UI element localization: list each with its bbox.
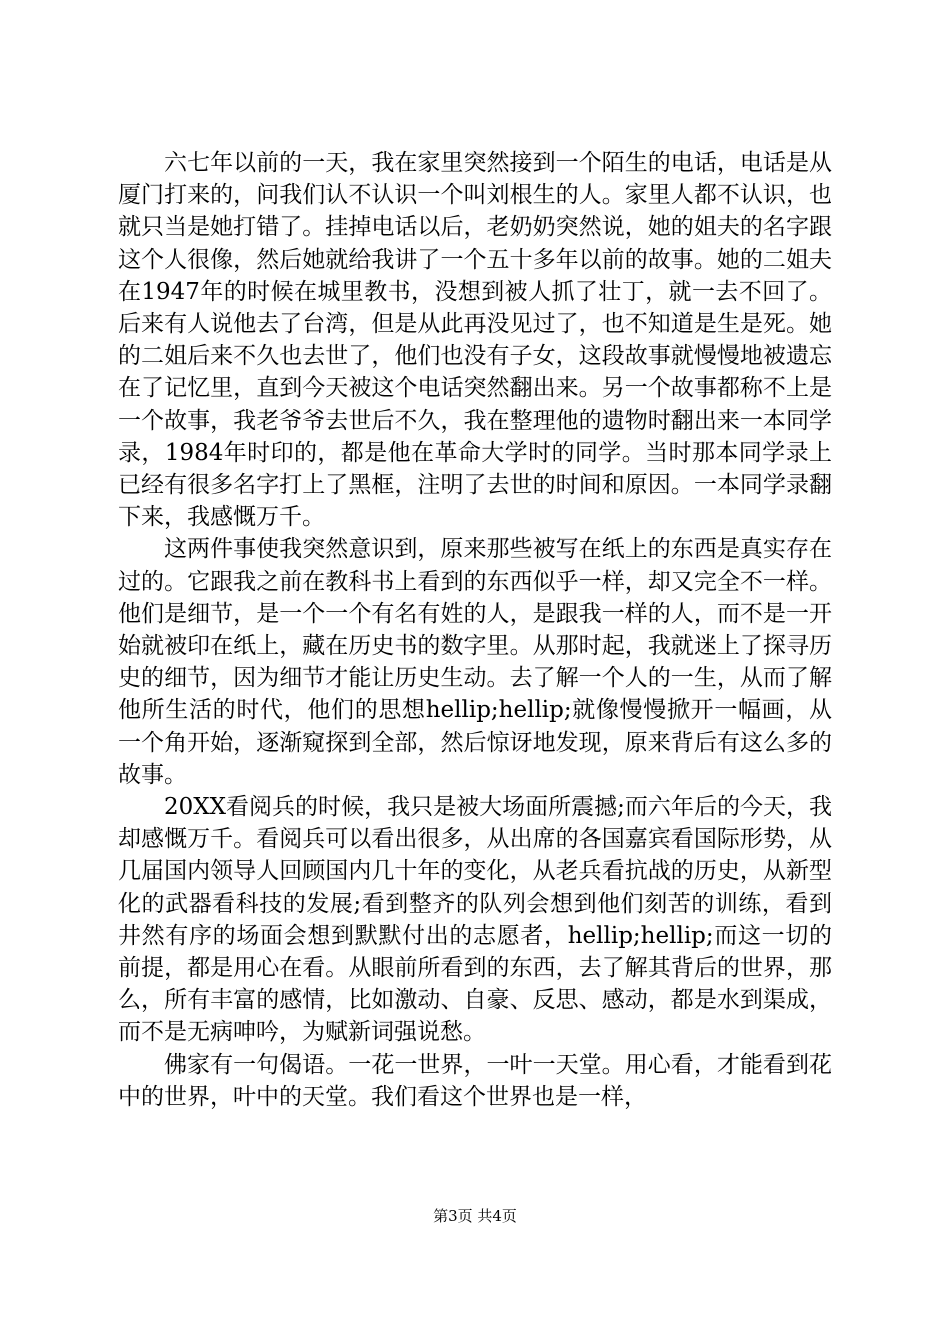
paragraph-2: 这两件事使我突然意识到，原来那些被写在纸上的东西是真实存在过的。它跟我之前在教科书上看到的东西似乎一样，却又完全不一样。他们是细节，是一个一个有名有姓的人，是跟我一样的人，而不是一开始就被印在纸上，藏在历史书的数字里。从那时起，我就迷上了探寻历史的细节，因为细节才能让历史生动。去了解一个人的一生，从而了解他所生活的时代，他们的思想hellip;hellip;就像慢慢掀开一幅画，从一个角开始，逐渐窥探到全部，然后惊讶地发现，原来背后有这么多的故事。 (118, 536, 832, 788)
body-text (118, 147, 832, 1113)
paragraph-4: 佛家有一句偈语。一花一世界，一叶一天堂。用心看，才能看到花中的世界，叶中的天堂。我们看这个世界也是一样， (118, 1051, 832, 1110)
paragraph-1: 六七年以前的一天，我在家里突然接到一个陌生的电话，电话是从厦门打来的，问我们认不认识一个叫刘根生的人。家里人都不认识，也就只当是她打错了。挂掉电话以后，老奶奶突然说，她的姐夫的名字跟这个人很像，然后她就给我讲了一个五十多年以前的故事。她的二姐夫在1947年的时候在城里教书，没想到被人抓了壮丁，就一去不回了。后来有人说他去了台湾，但是从此再没见过了，也不知道是生是死。她的二姐后来不久也去世了，他们也没有子女，这段故事就慢慢地被遗忘在了记忆里，直到今天被这个电话突然翻出来。另一个故事都称不上是一个故事，我老爷爷去世后不久，我在整理他的遗物时翻出来一本同学录，1984年时印的，都是他在革命大学时的同学。当时那本同学录上已经有很多名字打上了黑框，注明了去世的时间和原因。一本同学录翻下来，我感慨万千。 (118, 150, 832, 531)
paragraph-3: 20XX看阅兵的时候，我只是被大场面所震撼;而六年后的今天，我却感慨万千。看阅兵可以看出很多，从出席的各国嘉宾看国际形势，从几届国内领导人回顾国内几十年的变化，从老兵看抗战的历史，从新型化的武器看科技的发展;看到整齐的队列会想到他们刻苦的训练，看到井然有序的场面会想到默默付出的志愿者，hellip;hellip;而这一切的前提，都是用心在看。从眼前所看到的东西，去了解其背后的世界，那么，所有丰富的感情，比如激动、自豪、反思、感动，都是水到渠成，而不是无病呻吟，为赋新词强说愁。 (118, 794, 832, 1046)
page-number-label: 第3页 共4页 (433, 1207, 517, 1225)
page-footer (0, 1206, 950, 1226)
